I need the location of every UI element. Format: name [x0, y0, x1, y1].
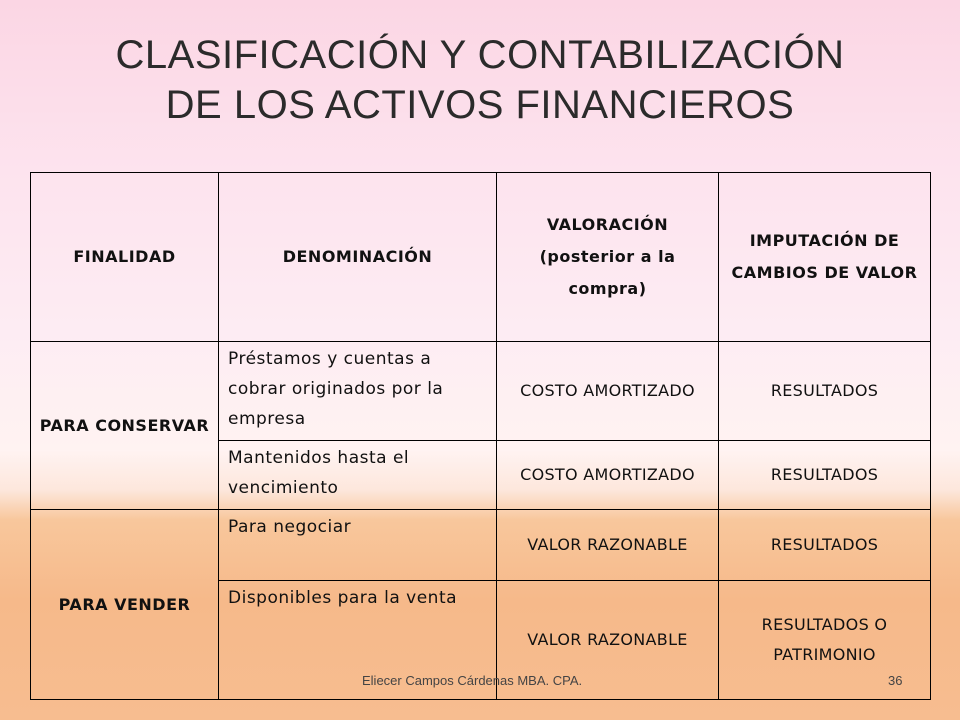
- cell-denominacion: Disponibles para la venta: [219, 581, 497, 700]
- cell-denominacion: Préstamos y cuentas a cobrar originados por la empresa: [219, 342, 497, 441]
- group-para-conservar: PARA CONSERVAR: [31, 342, 219, 510]
- header-imputacion: IMPUTACIÓN DE CAMBIOS DE VALOR: [719, 173, 931, 342]
- classification-table: [30, 172, 931, 700]
- slide-title-line-2: DE LOS ACTIVOS FINANCIEROS: [165, 83, 795, 127]
- cell-valoracion: COSTO AMORTIZADO: [497, 342, 719, 441]
- header-denominacion: DENOMINACIÓN: [219, 173, 497, 342]
- table-row: [31, 342, 931, 441]
- header-valoracion: VALORACIÓN (posterior a la compra): [497, 173, 719, 342]
- cell-denominacion: Mantenidos hasta el vencimiento: [219, 441, 497, 510]
- cell-imputacion: RESULTADOS: [719, 342, 931, 441]
- group-para-vender: PARA VENDER: [31, 510, 219, 700]
- cell-imputacion: RESULTADOS: [719, 510, 931, 581]
- slide-title: [0, 30, 960, 130]
- footer-author: Eliecer Campos Cárdenas MBA. CPA.: [362, 673, 583, 688]
- table-header-row: [31, 173, 931, 342]
- slide-title-line-1: CLASIFICACIÓN Y CONTABILIZACIÓN: [115, 33, 845, 77]
- cell-denominacion: Para negociar: [219, 510, 497, 581]
- table-row: [31, 510, 931, 581]
- page-number: 36: [888, 673, 903, 688]
- cell-valoracion: VALOR RAZONABLE: [497, 510, 719, 581]
- cell-valoracion: COSTO AMORTIZADO: [497, 441, 719, 510]
- cell-valoracion: VALOR RAZONABLE: [497, 581, 719, 700]
- cell-imputacion: RESULTADOS: [719, 441, 931, 510]
- header-finalidad: FINALIDAD: [31, 173, 219, 342]
- cell-imputacion: RESULTADOS O PATRIMONIO: [719, 581, 931, 700]
